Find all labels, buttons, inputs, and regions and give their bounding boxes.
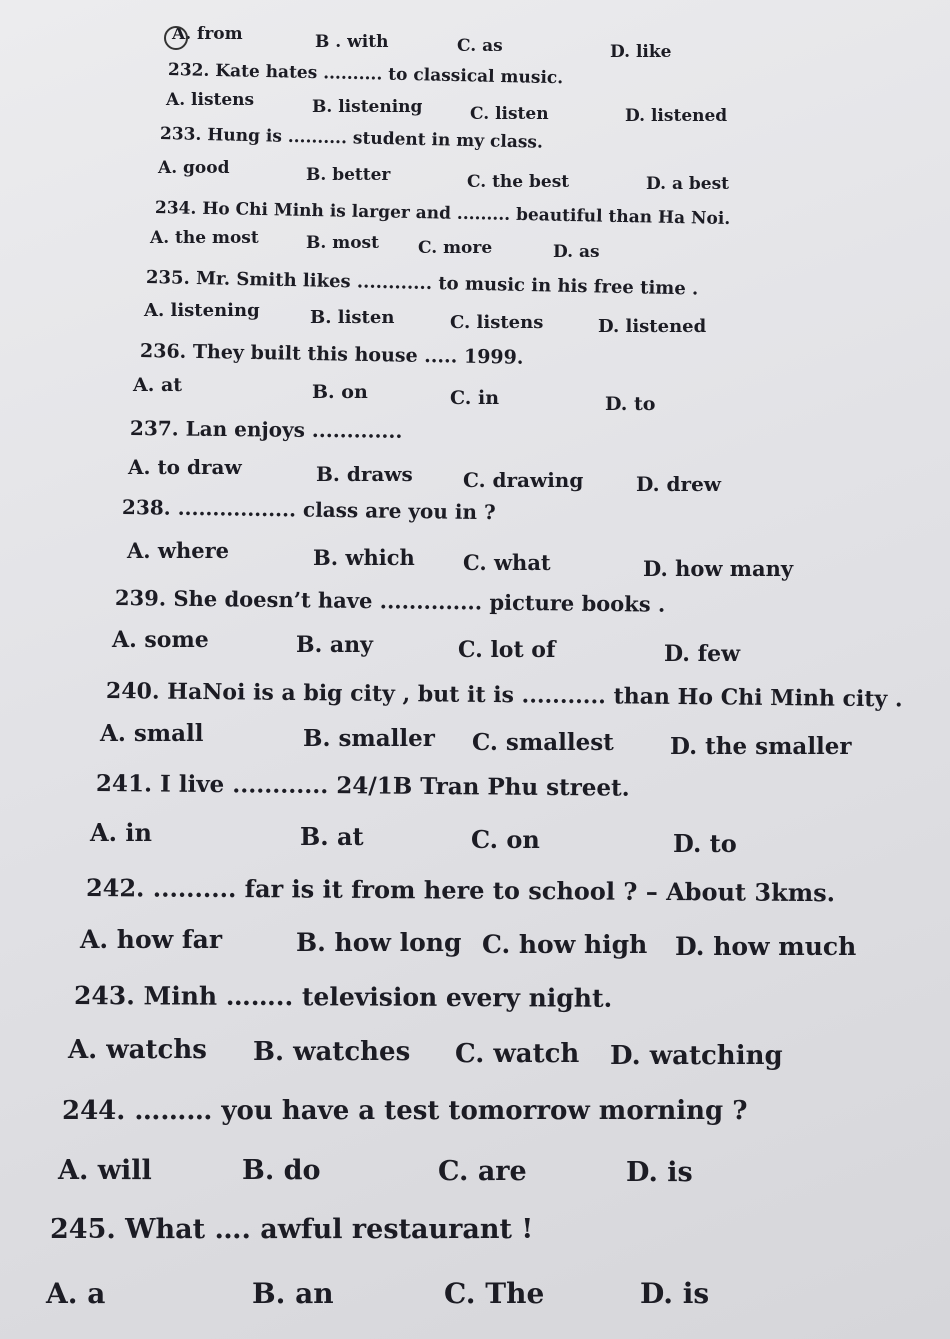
question-stem: 233. Hung is .......... student in my class. <box>159 124 544 153</box>
option-a: A. good <box>158 158 230 178</box>
option-b: B. draws <box>316 462 413 486</box>
option-d: D. to <box>673 829 737 858</box>
option-a: A. from <box>172 24 243 44</box>
question-stem: 238. ................. class are you in ? <box>121 495 496 525</box>
option-a: A. to draw <box>128 455 242 479</box>
option-d: D. to <box>605 393 656 415</box>
option-d: D. the smaller <box>670 733 852 760</box>
option-a: A. a <box>46 1277 106 1310</box>
option-b: B. at <box>300 822 364 851</box>
option-a: A. where <box>127 538 230 563</box>
option-b: B. listen <box>310 307 395 328</box>
question-stem: 243. Minh …….. television every night. <box>73 981 613 1013</box>
option-d: D. listened <box>625 106 728 126</box>
option-a: A. listens <box>166 90 255 110</box>
option-b: B. any <box>296 632 373 658</box>
option-c: C. watch <box>455 1039 580 1069</box>
option-b: B. on <box>312 381 368 403</box>
option-b: B. better <box>306 165 391 185</box>
question-stem: 239. She doesn’t have .............. picture books . <box>114 585 666 617</box>
option-b: B. how long <box>296 928 462 957</box>
option-d: D. is <box>640 1277 710 1310</box>
question-stem: 232. Kate hates .......... to classical music. <box>167 60 564 89</box>
question-stem: 240. HaNoi is a big city , but it is ........... than Ho Chi Minh city . <box>105 678 903 713</box>
question-stem: 241. I live ............ 24/1B Tran Phu street. <box>95 770 630 802</box>
option-d: D. watching <box>610 1041 783 1071</box>
option-c: C. listens <box>450 312 544 333</box>
option-d: D. like <box>610 42 672 62</box>
question-stem: 234. Ho Chi Minh is larger and ......... beautiful than Ha Noi. <box>154 198 731 230</box>
option-c: C. drawing <box>463 468 584 492</box>
option-c: C. listen <box>470 104 549 124</box>
option-b: B. which <box>313 545 415 570</box>
question-stem: 245. What …. awful restaurant ! <box>50 1214 534 1245</box>
option-b: B. smaller <box>303 725 435 752</box>
option-a: A. watchs <box>68 1035 207 1065</box>
option-c: C. as <box>457 36 503 56</box>
option-c: C. what <box>463 550 551 575</box>
option-b: B. do <box>242 1155 321 1186</box>
option-b: B. an <box>252 1277 334 1310</box>
question-stem: 235. Mr. Smith likes ............ to music in his free time . <box>145 267 699 300</box>
option-a: A. the most <box>150 228 259 248</box>
option-a: A. small <box>100 720 204 747</box>
option-b: B. most <box>306 233 379 253</box>
option-a: A. some <box>112 627 209 653</box>
question-stem: 242. .......... far is it from here to school ? – About 3kms. <box>85 873 836 908</box>
question-stem: 244. ……… you have a test tomorrow morning ? <box>62 1096 748 1126</box>
option-d: D. how much <box>675 932 857 961</box>
option-d: D. a best <box>646 174 730 194</box>
option-a: A. listening <box>144 300 260 321</box>
option-d: D. how many <box>643 556 794 581</box>
answer-circle-icon <box>164 26 188 50</box>
option-a: A. how far <box>80 925 223 954</box>
option-d: D. drew <box>636 472 722 496</box>
option-c: C. how high <box>482 930 648 959</box>
option-d: D. as <box>553 242 600 262</box>
question-stem: 237. Lan enjoys ............. <box>129 416 403 443</box>
option-c: C. the best <box>467 172 570 192</box>
option-c: C. are <box>438 1156 527 1187</box>
option-b: B. watches <box>253 1037 411 1067</box>
option-d: D. listened <box>598 316 707 337</box>
option-c: C. smallest <box>472 729 614 756</box>
option-c: C. in <box>450 387 500 409</box>
option-c: C. lot of <box>458 637 556 663</box>
option-d: D. is <box>626 1157 693 1188</box>
option-b: B. listening <box>312 97 423 117</box>
option-c: C. The <box>444 1277 545 1310</box>
option-a: A. in <box>90 818 152 847</box>
option-c: C. more <box>418 238 493 258</box>
question-stem: 236. They built this house ..... 1999. <box>139 340 524 369</box>
option-a: A. will <box>58 1155 152 1186</box>
option-b: B . with <box>315 32 389 52</box>
option-a: A. at <box>133 374 183 396</box>
option-d: D. few <box>664 641 741 667</box>
option-c: C. on <box>471 825 540 854</box>
